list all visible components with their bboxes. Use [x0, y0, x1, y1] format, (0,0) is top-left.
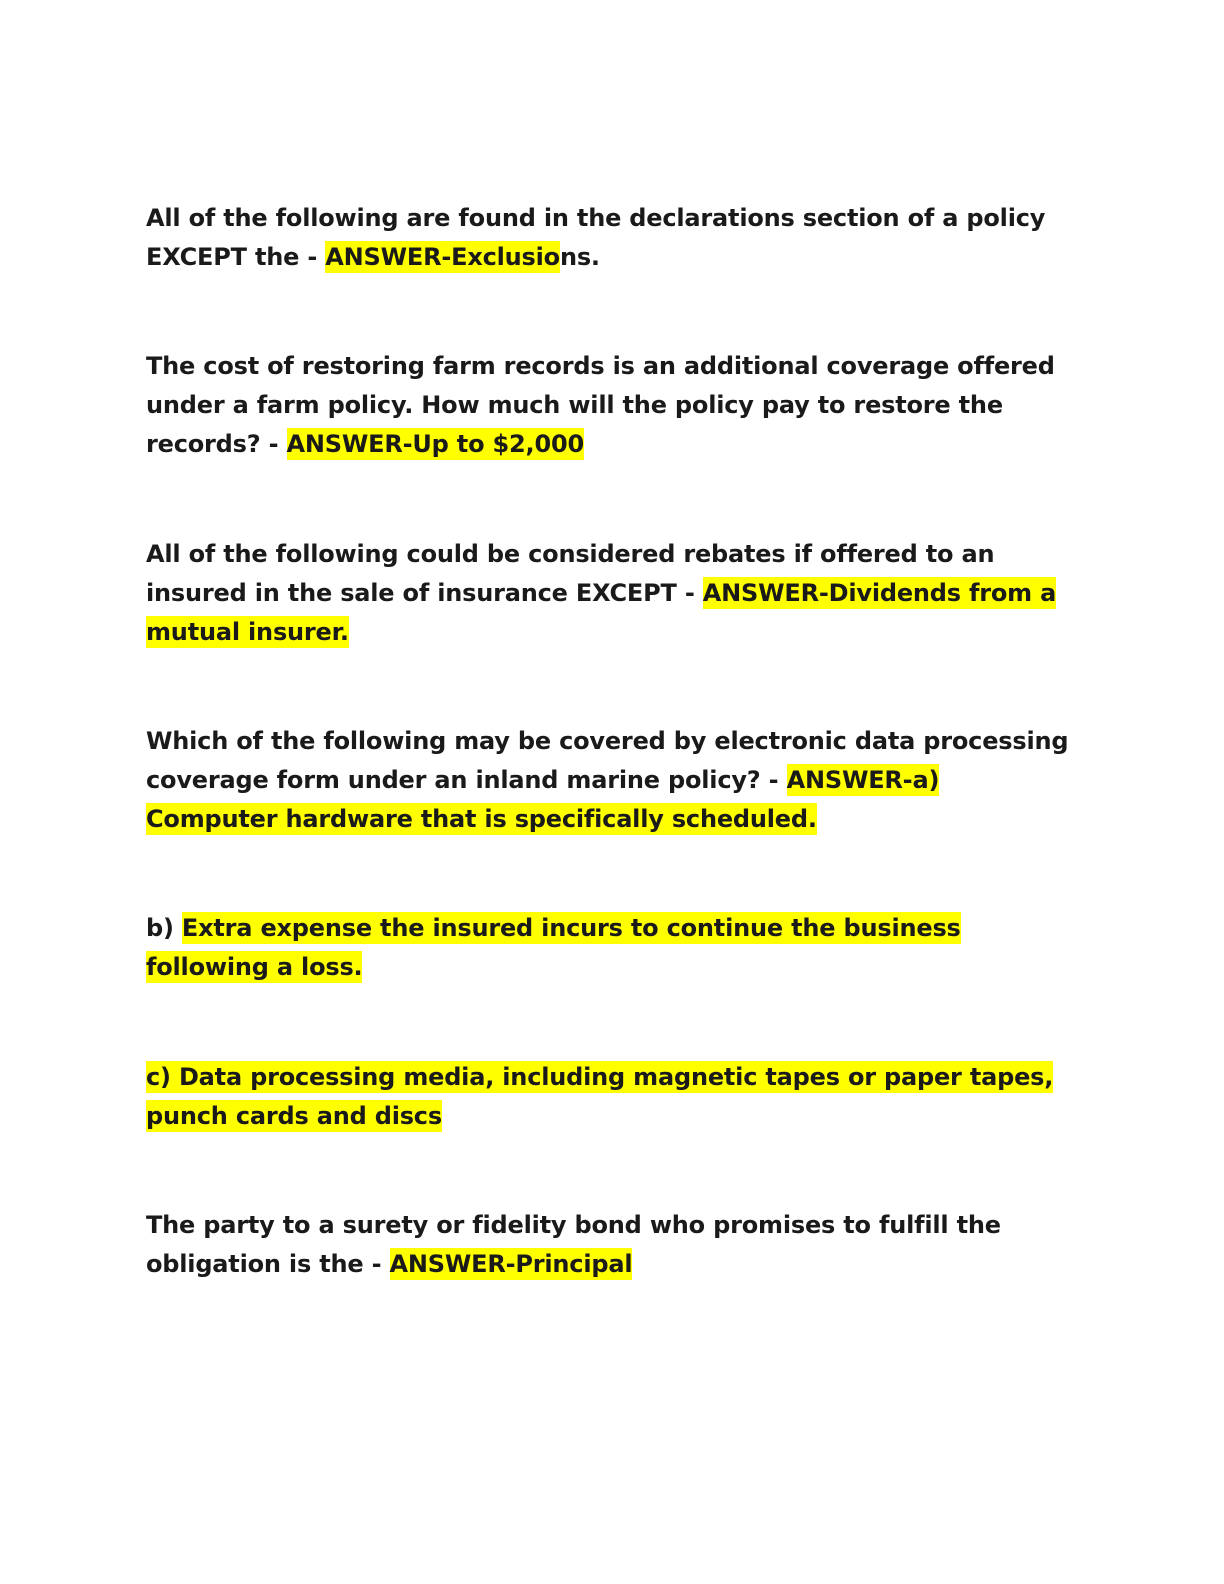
answer-highlight: c) Data processing media, including magnetic tapes or paper tapes, punch cards and discs: [146, 1063, 1054, 1130]
qa-item-edp-coverage: [146, 722, 1076, 839]
option-label: b): [146, 914, 182, 942]
qa-item-option-b: [146, 909, 1076, 987]
qa-item-exclusions: [146, 199, 1076, 277]
answer-highlight: ANSWER-Principal: [389, 1250, 633, 1278]
qa-item-rebates: [146, 535, 1076, 652]
qa-item-option-c: [146, 1058, 1076, 1136]
question-text: All of the following are found in the declarations section of a policy EXCEPT the -: [146, 204, 1046, 271]
answer-highlight: ANSWER-Up to $2,000: [286, 430, 584, 458]
answer-highlight: ANSWER-Dividends from a mutual insurer.: [146, 579, 1057, 646]
answer-highlight: ANSWER-a) Computer hardware that is specifically scheduled.: [146, 766, 940, 833]
question-text: All of the following could be considered rebates if offered to an insured in the sale of insurance EXCEPT -: [146, 540, 995, 607]
question-text: Which of the following may be covered by electronic data processing coverage form under an inland marine policy? -: [146, 727, 1069, 794]
question-text: The party to a surety or fidelity bond who promises to fulfill the obligation is the -: [146, 1211, 1001, 1278]
answer-highlight: Extra expense the insured incurs to continue the business following a loss.: [146, 914, 961, 981]
qa-item-farm-records: [146, 347, 1076, 464]
answer-tail: ns.: [559, 243, 600, 271]
qa-item-surety-bond: [146, 1206, 1076, 1284]
question-text: The cost of restoring farm records is an additional coverage offered under a farm policy. How much will the policy pay to restore the records? -: [146, 352, 1055, 458]
answer-highlight: ANSWER-Exclusio: [325, 243, 560, 271]
